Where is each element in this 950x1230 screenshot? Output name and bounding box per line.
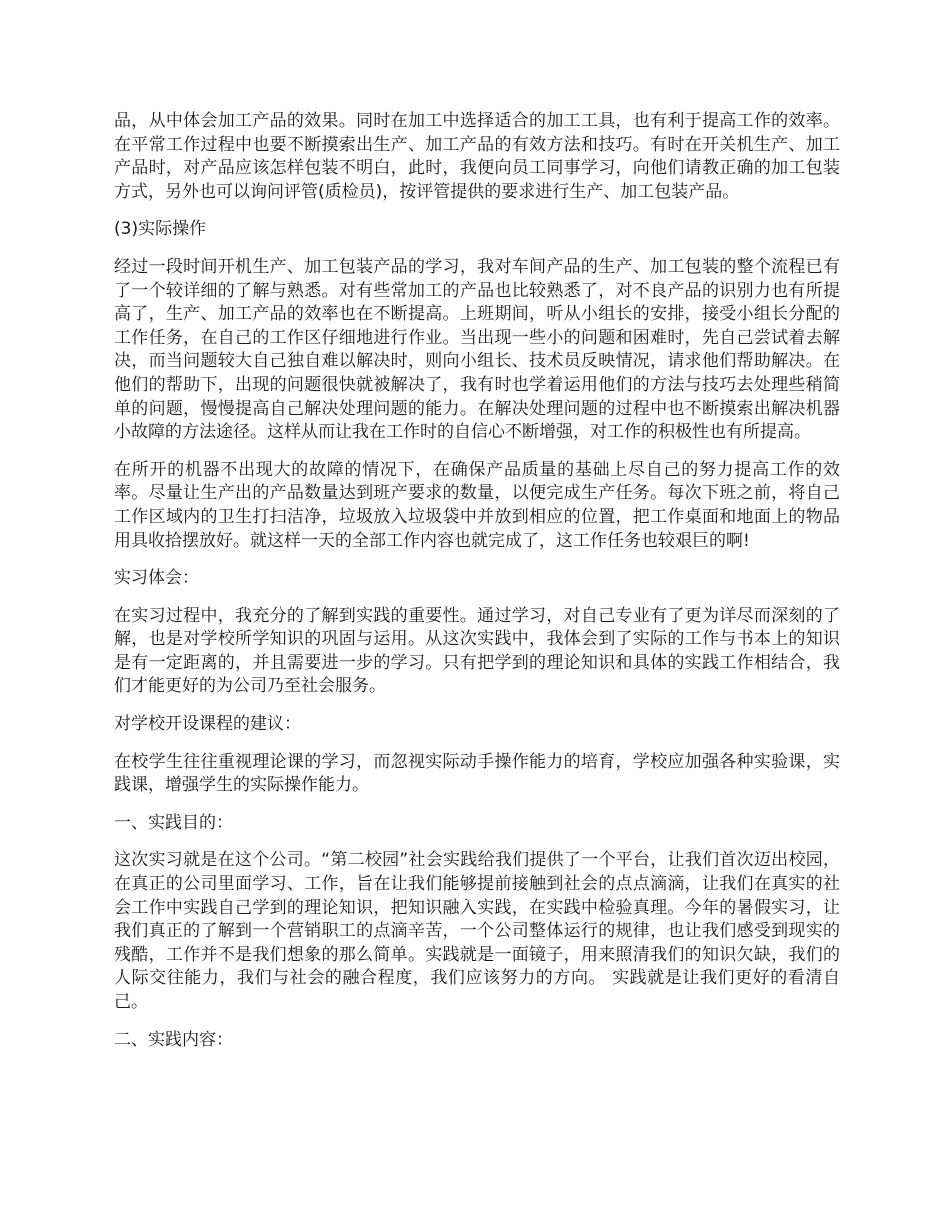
heading-internship-reflection: 实习体会： <box>114 568 199 589</box>
paragraph-operation-details: 经过一段时间开机生产、加工包装产品的学习，我对车间产品的生产、加工包装的整个流程已有了一个较详细的了解与熟悉。对有些常加工的产品也比较熟悉了，对不良产品的识别力也有所提高了，生产、加工产品的效率也在不断提高。上班期间，听从小组长的安排，接受小组长分配的工作任务，在自己的工作区仔细地进行作业。当出现一些小的问题和困难时，先自己尝试着去解决，而当问题较大自己独自难以解决时，则向小组长、技术员反映情况，请求他们帮助解决。在他们的帮助下，出现的问题很快就被解决了，我有时也学着运用他们的方法与技巧去处理些稍简单的问题，慢慢提高自己解决处理问题的能力。在解决处理问题的过程中也不断摸索出解决机器小故障的方法途径。这样从而让我在工作时的自信心不断增强，对工作的积极性也有所提高。 <box>114 256 840 443</box>
heading-practical-operation: (3)实际操作 <box>114 219 207 240</box>
heading-practice-purpose: 一、实践目的： <box>114 812 233 833</box>
paragraph-suggestions: 在校学生往往重视理论课的学习，而忽视实际动手操作能力的培育，学校应加强各种实验课，实践课，增强学生的实际操作能力。 <box>114 751 840 796</box>
paragraph-processing-methods: 品，从中体会加工产品的效果。同时在加工中选择适合的加工工具，也有利于提高工作的效率。在平常工作过程中也要不断摸索出生产、加工产品的有效方法和技巧。有时在开关机生产、加工产品时，对产品应该怎样包装不明白，此时，我便向员工同事学习，向他们请教正确的加工包装方式，另外也可以询问评管(质检员)，按评管提供的要求进行生产、加工包装产品。 <box>114 111 840 202</box>
heading-course-suggestions: 对学校开设课程的建议： <box>114 714 301 735</box>
paragraph-daily-tasks: 在所开的机器不出现大的故障的情况下，在确保产品质量的基础上尽自己的努力提高工作的效率。尽量让生产出的产品数量达到班产要求的数量，以便完成生产任务。每次下班之前，将自己工作区域内的卫生打扫洁净，垃圾放入垃圾袋中并放到相应的位置，把工作桌面和地面上的物品用具收拾摆放好。就这样一天的全部工作内容也就完成了，这工作任务也较艰巨的啊! <box>114 459 840 551</box>
paragraph-practice-purpose: 这次实习就是在这个公司。“第二校园”社会实践给我们提供了一个平台，让我们首次迈出校园，在真正的公司里面学习、工作，旨在让我们能够提前接触到社会的点点滴滴，让我们在真实的社会工作中实践自己学到的理论知识，把知识融入实践，在实践中检验真理。今年的暑假实习，让我们真正的了解到一个营销职工的点滴辛苦，一个公司整体运行的规律，也让我们感受到现实的残酷，工作并不是我们想象的那么简单。实践就是一面镜子，用来照清我们的知识欠缺，我们的人际交往能力，我们与社会的融合程度，我们应该努力的方向。 实践就是让我们更好的看清自己。 <box>114 850 840 1012</box>
paragraph-reflection: 在实习过程中，我充分的了解到实践的重要性。通过学习，对自己专业有了更为详尽而深刻的了解，也是对学校所学知识的巩固与运用。从这次实践中，我体会到了实际的工作与书本上的知识是有一定距离的，并且需要进一步的学习。只有把学到的理论知识和具体的实践工作相结合，我们才能更好的为公司乃至社会服务。 <box>114 605 840 697</box>
document-body <box>114 110 840 1066</box>
heading-practice-content: 二、实践内容： <box>114 1029 233 1050</box>
